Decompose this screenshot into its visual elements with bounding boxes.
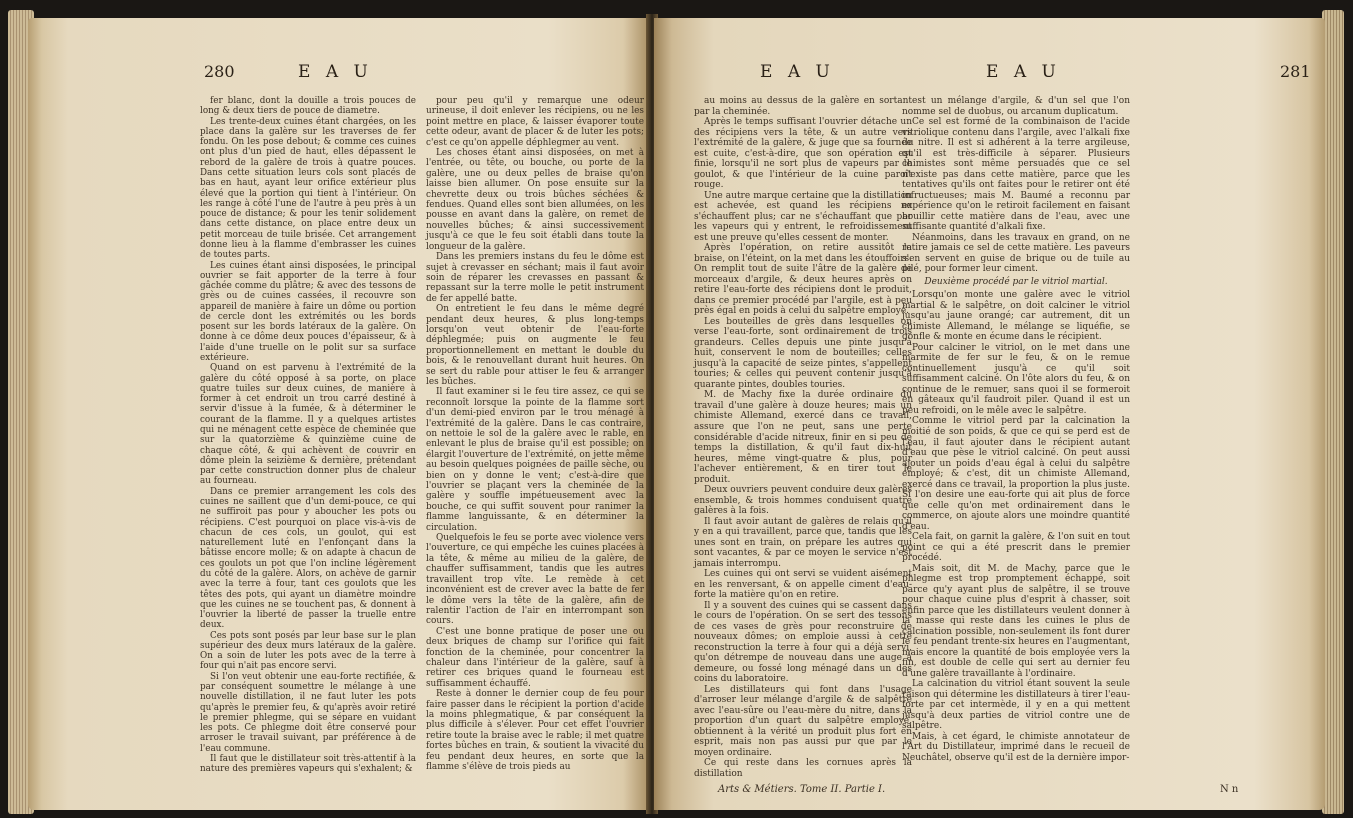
left-column-1	[200, 96, 416, 775]
paragraph: fer blanc, dont la douille a trois pouces de long & deux tiers de pouce de diametre.	[200, 96, 416, 117]
paragraph: Deux ouvriers peuvent conduire deux galères ensemble, & trois hommes conduisent quatre galères à la fois.	[694, 485, 913, 517]
section-heading: Deuxième procédé par le vitriol martial.	[924, 276, 1108, 287]
paragraph: La calcination du vitriol étant souvent la seule raison qui détermine les distillateurs à tirer l'eau-forte par cet intermède, il y en a qui mettent jusqu'à deux parties de vitriol contre une de salpêtre.	[902, 679, 1130, 732]
paragraph: Il faut examiner si le feu tire assez, ce qui se reconnoît lorsque la pointe de la flamme sort d'un demi-pied environ par le trou ménagé à l'extrémité de la galère. Dans le cas contraire, on nettoie le sol de la galère avec le rable, en enlevant le plus de braise qu'il est possible; on élargit l'ouverture de l'extrémité, on jette même au besoin quelques poignées de paille sèche, ou bien on y donne le vent; c'est-à-dire que l'ouvrier se plaçant vers la cheminée de la galère y souffle impétueusement avec la bouche, ce qui suffit souvent pour ranimer la flamme languissante, & en déterminer la circulation.	[426, 387, 644, 533]
paragraph: Lorsqu'on monte une galère avec le vitriol martial & le salpêtre, on doit calciner le vitriol jusqu'au jaune orangé; car autrement, dit un chimiste Allemand, le mélange se liquéfie, se gonfle & monte en écume dans le récipient.	[902, 290, 1130, 343]
paragraph: Mais, à cet égard, le chimiste annotateur de l'Art du Distillateur, imprimé dans le recueil de Neuchâtel, observe qu'il est de la dernière impor-	[902, 731, 1130, 763]
paragraph: Quelquefois le feu se porte avec violence vers l'ouverture, ce qui empêche les cuines placées à la tête, & même au milieu de la galère, de chauffer suffisamment, tandis que les autres travaillent trop vîte. Le remède à cet inconvénient est de crever avec la batte de fer le dôme vers la tête de la galère, afin de ralentir l'action de l'air en interrompant son cours.	[426, 533, 645, 627]
paragraph: Après le temps suffisant l'ouvrier détache un des récipiens vers la tête, & un autre vers l'extrémité de la galère, & juge que sa fournée est cuite, c'est-à-dire, que son opération est finie, lorsqu'il ne sort plus de vapeurs par le goulot, & que l'intérieur de la cuine paroît rouge.	[694, 117, 912, 191]
paragraph: Reste à donner le dernier coup de feu pour faire passer dans le récipient la portion d'acide la moins phlegmatique, & par conséquent la plus difficile à s'élever. Pour cet effet l'ouvrier retire toute la braise avec le rable; il met quatre fortes bûches en train, & soutient la vivacité du feu pendant deux heures, en sorte que la flamme s'élève de trois pieds au	[426, 689, 644, 772]
paragraph: Ce sel est formé de la combinaison de l'acide vitriolique contenu dans l'argile, avec l'alkali fixe du nitre. Il est si adhérent à la terre argileuse, qu'il est très-difficile à séparer. Plusieurs chimistes sont même persuadés que ce sel n'existe pas dans cette matière, parce que les tentatives qu'ils ont faites pour le retirer ont été infructueuses; mais M. Baumé a reconnu par expérience qu'on le retiroit facilement en faisant bouillir cette matière dans de l'eau, avec une suffisante quantité d'alkali fixe.	[902, 117, 1130, 233]
running-head-left: E A U	[298, 62, 373, 82]
paragraph: Il faut que le distillateur soit très-attentif à la nature des premières vapeurs qui s'exhalent; &	[200, 754, 416, 775]
left-column-2	[426, 96, 644, 772]
paragraph: au moins au dessus de la galère en sortant par la cheminée.	[694, 96, 912, 117]
paragraph: Dans ce premier arrangement les cols des cuines ne saillent que d'un demi-pouce, ce qui ne suffiroit pas pour y aboucher les pots ou récipiens. C'est pourquoi on place vis-à-vis de chacun de ces cols, un goulot, qui est naturellement luté en l'enfonçant dans la bâtisse encore molle; & on adapte à chacun de ces goulots un pot que l'on incline légèrement du côté de la galère. Alors, on achève de garnir avec la terre à four, tant ces goulots que les têtes des pots, qui ayant un diamètre moindre que les cuines ne se touchent pas, & donnent à l'ouvrier la liberté de passer la truelle entre deux.	[200, 486, 416, 631]
right-column-1	[694, 96, 912, 780]
right-column-2	[902, 96, 1130, 763]
paragraph: C'est une bonne pratique de poser une ou deux briques de champ sur l'orifice qui fait fonction de la cheminée, pour concentrer la chaleur dans l'intérieur de la galère, sauf à retirer ces briques quand le fourneau est suffisamment échauffé.	[426, 626, 644, 689]
page-edges-right	[1322, 10, 1344, 814]
paragraph: Les choses étant ainsi disposées, on met à l'entrée, ou tête, ou bouche, ou porte de la galère, une ou deux pelles de braise qu'on laisse bien allumer. On pose ensuite sur la chevrette deux ou trois bûches séchées & fendues. Quand elles sont bien allumées, on les pousse en avant dans la galère, on remet de nouvelles bûches; & ainsi successivement jusqu'à ce que le feu soit établi dans toute la longueur de la galère.	[426, 148, 644, 252]
paragraph: M. de Machy fixe la durée ordinaire du travail d'une galère à douze heures; mais un chimiste Allemand, exercé dans ce travail, assure que l'on ne peut, sans une perte considérable d'acide nitreux, finir en si peu de temps la distillation, & qu'il faut dix-huit heures, même vingt-quatre & plus, pour l'achever entièrement, & en tirer tout le produit.	[694, 390, 912, 485]
paragraph: Mais soit, dit M. de Machy, parce que le phlegme est trop promptement échappé, soit parce qu'y ayant plus de salpêtre, il se trouve pour chaque cuine plus d'esprit à chasser, soit enfin parce que les distillateurs veulent donner à la masse qui reste dans les cuines le plus de calcination possible, non-seulement ils font durer le feu pendant trente-six heures en l'augmentant, mais encore la quantité de bois employée vers la fin, est double de celle qui sert au dernier feu d'une galère travaillante à l'ordinaire.	[902, 563, 1130, 679]
signature-mark: N n	[1220, 784, 1239, 795]
paragraph: Il faut avoir autant de galères de relais qu'il y en a qui travaillent, parce que, tandis que les unes sont en train, on prépare les autres qui sont vacantes, & par ce moyen le service n'est jamais interrompu.	[694, 516, 912, 569]
paragraph: Les distillateurs qui font dans l'usage d'arroser leur mélange d'argile & de salpêtre avec l'eau-sûre ou l'eau-mère du nitre, dans la proportion d'un quart du salpêtre employé, obtiennent à la vérité un produit plus fort en esprit, mais non pas aussi pur que par le moyen ordinaire.	[694, 684, 912, 758]
paragraph: Pour calciner le vitriol, on le met dans une marmite de fer sur le feu, & on le remue continuellement jusqu'à ce qu'il soit suffisamment calciné. On l'ôte alors du feu, & on continue de le remuer, sans quoi il se formeroit en gâteaux qu'il faudroit piler. Quand il est un peu refroidi, on le mêle avec le salpêtre.	[902, 342, 1130, 416]
left-page	[28, 18, 650, 810]
paragraph: Comme le vitriol perd par la calcination la moitié de son poids, & que ce qui se perd est de l'eau, il faut ajouter dans le récipient autant d'eau que pèse le vitriol calciné. On peut aussi ajouter un poids d'eau égal à celui du salpêtre employé; & c'est, dit un chimiste Allemand, exercé dans ce travail, la proportion la plus juste. Si l'on desire une eau-forte qui ait plus de force que celle qu'on met ordinairement dans le commerce, on ajoute alors une moindre quantité d'eau.	[902, 416, 1130, 532]
paragraph: On entretient le feu dans le même degré pendant deux heures, & plus long-temps lorsqu'on veut obtenir de l'eau-forte déphlegmée; puis on augmente le feu proportionnellement en mettant le double du bois, & le renouvellant durant huit heures. On se sert du rable pour attiser le feu & arranger les bûches.	[426, 304, 644, 387]
paragraph: Néanmoins, dans les travaux en grand, on ne retire jamais ce sel de cette matière. Les paveurs s'en servent en guise de brique ou de tuile au pilé, pour former leur ciment.	[902, 232, 1130, 275]
paragraph: Les cuines étant ainsi disposées, le principal ouvrier se fait apporter de la terre à four gâchée comme du plâtre; & avec des tessons de grès ou de cuines cassées, il recouvre son appareil de manière à faire un dôme ou portion de cercle dont les extrémités ou les bords posent sur les bords latéraux de la galère. On donne à ce dôme deux pouces d'épaisseur, & à l'aide d'une truelle on le polit sur sa surface extérieure.	[200, 260, 416, 364]
running-head-right: E A U	[760, 62, 835, 82]
paragraph: Une autre marque certaine que la distillation est achevée, est quand les récipiens ne s'échauffent plus; car ne s'échauffant que par les vapeurs qui y entrent, le refroidissement est une preuve qu'elles cessent de monter.	[694, 190, 912, 243]
page-number-right: 281	[1280, 62, 1311, 81]
paragraph: Cela fait, on garnit la galère, & l'on suit en tout point ce qui a été prescrit dans le premier procédé.	[902, 532, 1130, 564]
paragraph: Les trente-deux cuines étant chargées, on les place dans la galère sur les traverses de fer fondu. On les pose debout; & comme ces cuines ont plus d'un pied de haut, elles dépassent le rebord de la galère de trois à quatre pouces. Dans cette situation leurs cols sont placés de bas en haut, ayant leur orifice extérieur plus élevé que la portion qui tient à l'intérieur. On les range à côté l'une de l'autre à peu près à un pouce de distance; & pour les tenir solidement dans cette distance, on place entre deux un petit morceau de tuile brisée. Cet arrangement donne lieu à la flamme d'embrasser les cuines de toutes parts.	[200, 116, 416, 261]
paragraph: est un mélange d'argile, & d'un sel que l'on nomme sel de duobus, ou arcanum duplicatum.	[902, 96, 1130, 117]
page-number-left: 280	[204, 62, 235, 81]
paragraph: pour peu qu'il y remarque une odeur urineuse, il doit enlever les récipiens, ou ne les point mettre en place, & laisser évaporer toute cette odeur, avant de placer & de luter les pots; c'est ce qu'on appelle déphlegmer au vent.	[426, 96, 644, 148]
paragraph: Dans les premiers instans du feu le dôme est sujet à crevasser en séchant; mais il faut avoir soin de réparer les crevasses en passant & repassant sur la terre molle le petit instrument de fer appellé batte.	[426, 252, 644, 304]
paragraph: Après l'opération, on retire aussitôt la braise, on l'éteint, on la met dans les étouffoirs. On remplit tout de suite l'âtre de la galère de morceaux d'argile, & deux heures après on retire l'eau-forte des récipiens dont le produit, dans ce premier procédé par l'argile, est à peu près égal en poids à celui du salpêtre employé.	[694, 243, 912, 317]
paragraph: Quand on est parvenu à l'extrémité de la galère du côté opposé à sa porte, on place quatre tuiles sur deux cuines, de manière à former à cet endroit un trou carré destiné à servir d'issue à la fumée, & à déterminer le courant de la flamme. Il y a quelques artistes qui ne ménagent cette espèce de cheminée que sur la quatorzième & quinzième cuine de chaque côté, & qui achèvent de couvrir en dôme plein la seizième & dernière, prétendant par cette construction donner plus de chaleur au fourneau.	[200, 363, 416, 487]
paragraph: Ce qui reste dans les cornues après la distillation	[694, 758, 912, 779]
right-page	[654, 18, 1325, 810]
paragraph: Les cuines qui ont servi se vuident aisément en les renversant, & on appelle ciment d'eau-forte la matière qu'on en retire.	[694, 569, 912, 601]
paragraph: Il y a souvent des cuines qui se cassent dans le cours de l'opération. On se sert des tessons de ces vases de grès pour reconstruire de nouveaux dômes; on emploie aussi à cette reconstruction la terre à four qui a déjà servi, qu'on détrempe de nouveau dans une auge à demeure, ou fossé long ménagé dans un des coins du laboratoire.	[694, 600, 912, 685]
paragraph: Si l'on veut obtenir une eau-forte rectifiée, & par conséquent soumettre le mélange à une nouvelle distillation, il ne faut luter les pots qu'après le premier feu, & qu'après avoir retiré le premier phlegme, qui se sépare en vuidant les pots. Ce phlegme doit être conservé pour arroser le travail suivant, par préférence à de l'eau commune.	[200, 671, 416, 754]
paragraph: Les bouteilles de grès dans lesquelles on verse l'eau-forte, sont ordinairement de trois grandeurs. Celles depuis une pinte jusqu'à huit, conservent le nom de bouteilles; celles jusqu'à la capacité de seize pintes, s'appellent touries; & celles qui peuvent contenir jusqu'à quarante pintes, doubles touries.	[694, 316, 912, 390]
paragraph: Ces pots sont posés par leur base sur le plan supérieur des deux murs latéraux de la galère. On a soin de luter les pots avec de la terre à four qui n'ait pas encore servi.	[200, 630, 416, 672]
running-head-right-2: E A U	[986, 62, 1061, 82]
footer-note: Arts & Métiers. Tome II. Partie I.	[718, 784, 886, 795]
